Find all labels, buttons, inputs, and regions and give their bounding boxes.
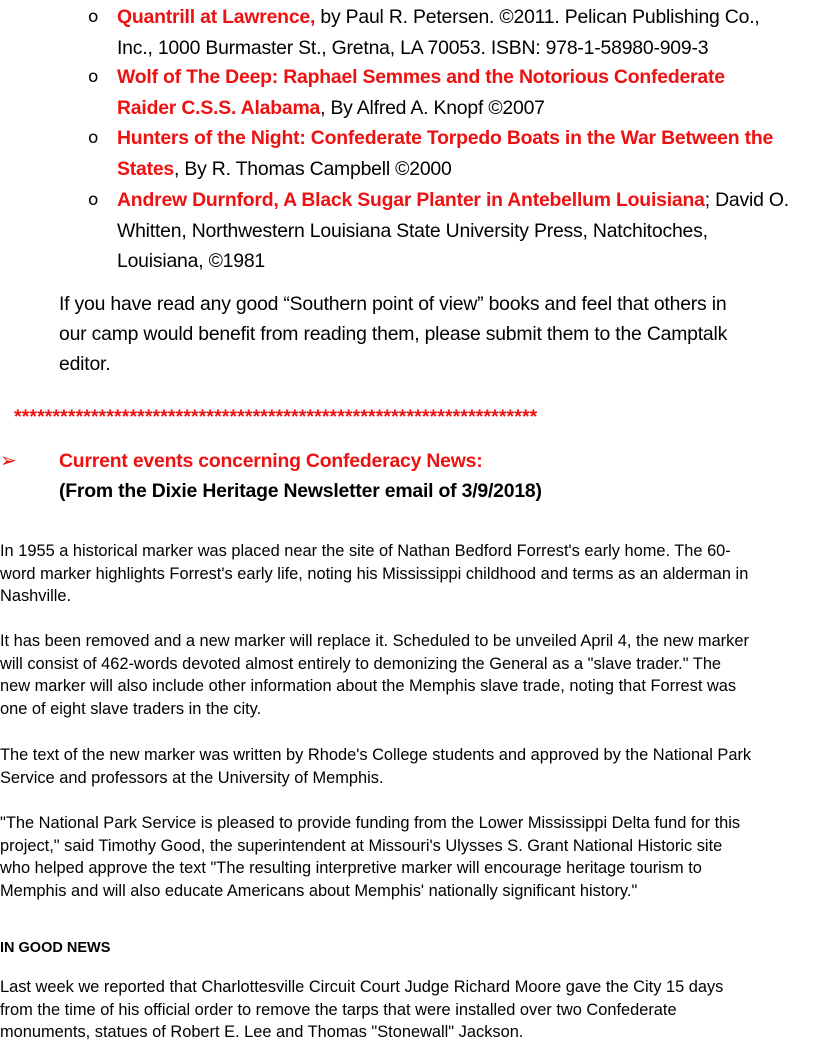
book-details: ; David O. xyxy=(704,189,789,211)
paragraph-line: project," said Timothy Good, the superintendent at Missouri's Ulysses S. Grant National Historic site xyxy=(0,836,723,855)
book-details: , By R. Thomas Campbell ©2000 xyxy=(174,157,452,180)
good-news-paragraph xyxy=(0,976,816,1044)
book-details: by Paul R. Petersen. ©2011. Pelican Publishing Co., xyxy=(315,6,760,28)
book-details: Inc., 1000 Burmaster St., Gretna, LA 70053. ISBN: 978-1-58980-909-3 xyxy=(117,36,709,59)
good-news-heading: IN GOOD NEWS xyxy=(0,940,111,956)
article-paragraph xyxy=(0,812,816,902)
appeal-line: our camp would benefit from reading them, please submit them to the Camptalk xyxy=(59,323,728,345)
news-heading-title: Current events concerning Confederacy News: xyxy=(59,450,483,472)
article-paragraph xyxy=(0,744,816,789)
book-title: Hunters of the Night: Confederate Torpedo Boats in the War Between the xyxy=(117,127,774,149)
paragraph-line: from the time of his official order to remove the tarps that were installed over two Confederate xyxy=(0,1000,677,1019)
bullet-icon: o xyxy=(88,190,99,210)
bullet-icon: o xyxy=(88,128,99,148)
book-title: Quantrill at Lawrence, xyxy=(117,6,316,28)
paragraph-line: who helped approve the text "The resulting interpretive marker will encourage heritage tourism to xyxy=(0,859,702,877)
news-section-heading xyxy=(59,446,542,506)
news-heading-source: (From the Dixie Heritage Newsletter email of 3/9/2018) xyxy=(59,480,542,502)
paragraph-line: It has been removed and a new marker will replace it. Scheduled to be unveiled April 4, the new marker xyxy=(0,632,749,650)
paragraph-line: Service and professors at the University of Memphis. xyxy=(0,768,384,787)
book-title: Andrew Durnford, A Black Sugar Planter in Antebellum Louisiana xyxy=(117,189,705,211)
bullet-icon: o xyxy=(88,7,99,27)
article-paragraph xyxy=(0,630,816,720)
appeal-line: If you have read any good “Southern point of view” books and feel that others in xyxy=(59,293,727,315)
book-submission-appeal xyxy=(59,289,816,379)
paragraph-line: Nashville. xyxy=(0,587,72,605)
paragraph-line: will consist of 462-words devoted almost entirely to demonizing the General as a "slave trader." The xyxy=(0,654,722,673)
bullet-icon: o xyxy=(88,67,99,87)
paragraph-line: The text of the new marker was written by Rhode's College students and approved by the National Park xyxy=(0,746,752,764)
paragraph-line: Memphis and will also educate Americans about Memphis' nationally significant history." xyxy=(0,881,638,900)
asterisk-divider: ******************************************************************** xyxy=(14,406,538,428)
book-title: States xyxy=(117,157,175,180)
book-entry xyxy=(117,123,816,184)
paragraph-line: In 1955 a historical marker was placed near the site of Nathan Bedford Forrest's early home. The 60- xyxy=(0,542,731,560)
book-details: Whitten, Northwestern Louisiana State University Press, Natchitoches, xyxy=(117,219,708,242)
book-entry xyxy=(117,62,816,123)
paragraph-line: one of eight slave traders in the city. xyxy=(0,699,262,718)
paragraph-line: new marker will also include other information about the Memphis slave trade, noting that Forrest was xyxy=(0,677,737,695)
book-details: Louisiana, ©1981 xyxy=(117,250,266,272)
paragraph-line: word marker highlights Forrest's early life, noting his Mississippi childhood and terms as an alderman in xyxy=(0,564,749,583)
article-paragraph xyxy=(0,540,816,608)
paragraph-line: Last week we reported that Charlottesville Circuit Court Judge Richard Moore gave the City 15 days xyxy=(0,978,724,996)
paragraph-line: monuments, statues of Robert E. Lee and Thomas "Stonewall" Jackson. xyxy=(0,1023,524,1041)
paragraph-line: "The National Park Service is pleased to provide funding from the Lower Mississippi Delta fund for this xyxy=(0,814,741,832)
arrow-bullet-icon: ➢ xyxy=(0,448,17,472)
book-title: Raider C.S.S. Alabama xyxy=(117,96,321,119)
book-details: , By Alfred A. Knopf ©2007 xyxy=(320,96,545,119)
book-entry xyxy=(117,2,816,63)
book-title: Wolf of The Deep: Raphael Semmes and the Notorious Confederate xyxy=(117,66,725,88)
book-entry xyxy=(117,185,816,277)
appeal-line: editor. xyxy=(59,353,111,375)
